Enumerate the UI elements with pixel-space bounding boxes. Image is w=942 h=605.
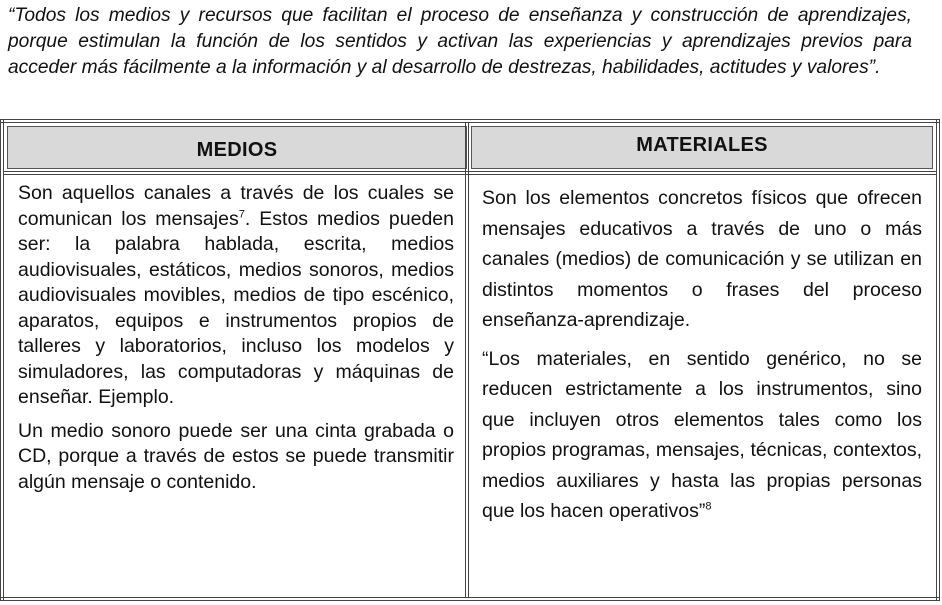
cell-medios xyxy=(18,181,454,495)
medios-paragraph-2: Un medio sonoro puede ser una cinta grabada o CD, porque a través de estos se puede transmitir algún mensaje o contenido. xyxy=(18,419,454,493)
table-border-right xyxy=(936,119,940,601)
materiales-paragraph-1: Son los elementos concretos físicos que ofrecen mensajes educativos a través de uno o más canales (medios) de comunicación y se utilizan en distintos momentos o frases del proceso enseñanza-aprendizaje. xyxy=(482,187,922,331)
materiales-paragraph-2 xyxy=(482,344,922,527)
table-border-bottom xyxy=(0,597,940,601)
header-separator xyxy=(4,171,936,175)
table-header-row xyxy=(4,123,936,171)
table-border-left xyxy=(0,119,4,601)
header-medios: MEDIOS xyxy=(7,126,467,169)
comparison-table xyxy=(0,119,940,601)
footnote-ref-7: 7 xyxy=(238,208,245,220)
medios-text-b: . Estos medios pueden ser: la palabra hablada, escrita, medios audiovisuales, estáticos, medios sonoros, medios audiovisuales movibles, medios de tipo escénico, aparatos, equipos e instrumentos propios de talleres y laboratorios, incluso los modelos y simuladores, las computadoras y máquinas de enseñar. Ejemplo. xyxy=(18,207,454,408)
medios-text-a: Son aquellos canales a través de los cuales se comunican los mensajes xyxy=(18,182,454,230)
materiales-quote-text: “Los materiales, en sentido genérico, no se reducen estrictamente a los instrumentos, sino que incluyen otros elementos tales como los propios programas, mensajes, técnicas, contextos, medios auxiliares y hasta las propias personas que los hacen operativos” xyxy=(482,347,922,522)
cell-materiales xyxy=(482,183,922,527)
column-separator xyxy=(465,123,469,597)
footnote-ref-8: 8 xyxy=(705,500,712,513)
header-materiales: MATERIALES xyxy=(471,126,933,169)
medios-paragraph-1 xyxy=(18,181,454,411)
intro-quote: “Todos los medios y recursos que facilitan el proceso de enseñanza y construcción de aprendizajes, porque estimulan la función de los sentidos y activan las experiencias y aprendizajes previos para acceder más fácilmente a la información y al desarrollo de destrezas, habilidades, actitudes y valores”. xyxy=(8,5,912,78)
